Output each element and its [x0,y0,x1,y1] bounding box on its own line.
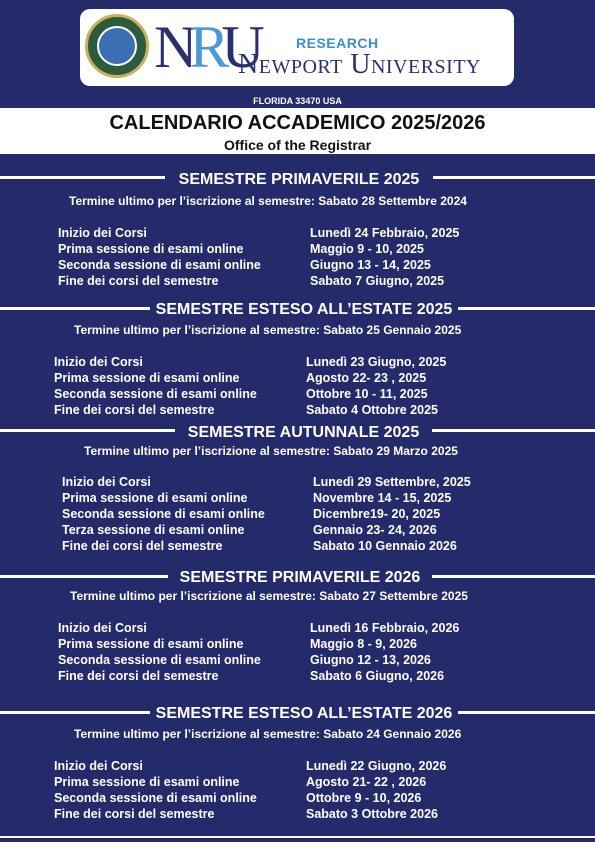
semester-title: SEMESTRE ESTESO ALL’ESTATE 2026 [155,705,453,722]
row-value: Sabato 4 Ottobre 2025 [306,403,438,417]
row-value: Maggio 8 - 9, 2026 [310,637,417,651]
divider-line [0,429,175,432]
row-value: Lunedì 24 Febbraio, 2025 [310,226,460,240]
semester-deadline: Termine ultimo per l’iscrizione al semestre: Sabato 28 Settembre 2024 [69,194,467,208]
divider-line [0,836,595,838]
row-label: Fine dei corsi del semestre [54,403,215,417]
row-value: Sabato 3 Ottobre 2026 [306,807,438,821]
row-value: Lunedì 23 Giugno, 2025 [306,355,447,369]
divider-line [433,176,595,179]
row-label: Terza sessione di esami online [62,523,245,537]
row-value: Ottobre 10 - 11, 2025 [306,387,428,401]
row-label: Seconda sessione di esami online [62,507,265,521]
university-logo [80,9,514,86]
row-value: Agosto 21- 22 , 2026 [306,775,427,789]
semester-deadline: Termine ultimo per l’iscrizione al semestre: Sabato 27 Settembre 2025 [70,589,468,603]
divider-line [432,575,595,578]
row-value: Lunedì 29 Settembre, 2025 [313,475,471,489]
row-label: Fine dei corsi del semestre [62,539,223,553]
row-label: Seconda sessione di esami online [54,387,257,401]
logo-university-name: Newport University [238,49,482,80]
divider-line [0,711,150,714]
row-label: Inizio dei Corsi [62,475,151,489]
semester-title: SEMESTRE PRIMAVERILE 2026 [179,569,421,586]
semester-title: SEMESTRE ESTESO ALL’ESTATE 2025 [155,301,453,318]
row-label: Seconda sessione di esami online [58,653,261,667]
row-value: Ottobre 9 - 10, 2026 [306,791,422,805]
row-value: Gennaio 23- 24, 2026 [313,523,437,537]
row-value: Lunedì 22 Giugno, 2026 [306,759,447,773]
row-value: Sabato 7 Giugno, 2025 [310,274,445,288]
row-label: Fine dei corsi del semestre [58,669,219,683]
semester-title: SEMESTRE AUTUNNALE 2025 [187,424,420,441]
semester-title: SEMESTRE PRIMAVERILE 2025 [178,171,420,188]
semester-deadline: Termine ultimo per l’iscrizione al semestre: Sabato 24 Gennaio 2026 [74,727,462,741]
row-label: Fine dei corsi del semestre [58,274,219,288]
row-label: Inizio dei Corsi [58,621,147,635]
row-label: Prima sessione di esami online [58,637,244,651]
row-value: Lunedì 16 Febbraio, 2026 [310,621,460,635]
title-band [0,108,595,154]
semester-deadline: Termine ultimo per l’iscrizione al semestre: Sabato 25 Gennaio 2025 [74,323,462,337]
location-text: FLORIDA 33470 USA [253,96,342,106]
university-seal-icon [85,14,149,78]
row-value: Agosto 22- 23 , 2025 [306,371,427,385]
row-label: Inizio dei Corsi [58,226,147,240]
divider-line [0,575,168,578]
row-label: Prima sessione di esami online [62,491,248,505]
row-value: Sabato 6 Giugno, 2026 [310,669,445,683]
row-label: Seconda sessione di esami online [58,258,261,272]
row-label: Inizio dei Corsi [54,759,143,773]
logo-monogram: NRU [154,14,257,80]
row-value: Sabato 10 Gennaio 2026 [313,539,457,553]
row-value: Novembre 14 - 15, 2025 [313,491,452,505]
logo-research: RESEARCH [296,35,379,51]
divider-line [432,429,595,432]
row-label: Seconda sessione di esami online [54,791,257,805]
page-subtitle: Office of the Registrar [223,137,372,153]
divider-line [458,711,595,714]
row-label: Fine dei corsi del semestre [54,807,215,821]
semester-deadline: Termine ultimo per l’iscrizione al semestre: Sabato 29 Marzo 2025 [84,444,458,458]
divider-line [0,307,150,310]
row-value: Giugno 13 - 14, 2025 [310,258,431,272]
row-label: Prima sessione di esami online [54,371,240,385]
row-label: Inizio dei Corsi [54,355,143,369]
row-value: Giugno 12 - 13, 2026 [310,653,431,667]
divider-line [0,176,165,179]
row-value: Dicembre19- 20, 2025 [313,507,441,521]
row-value: Maggio 9 - 10, 2025 [310,242,424,256]
row-label: Prima sessione di esami online [54,775,240,789]
row-label: Prima sessione di esami online [58,242,244,256]
divider-line [458,307,595,310]
page-title: CALENDARIO ACCADEMICO 2025/2026 [109,112,486,134]
